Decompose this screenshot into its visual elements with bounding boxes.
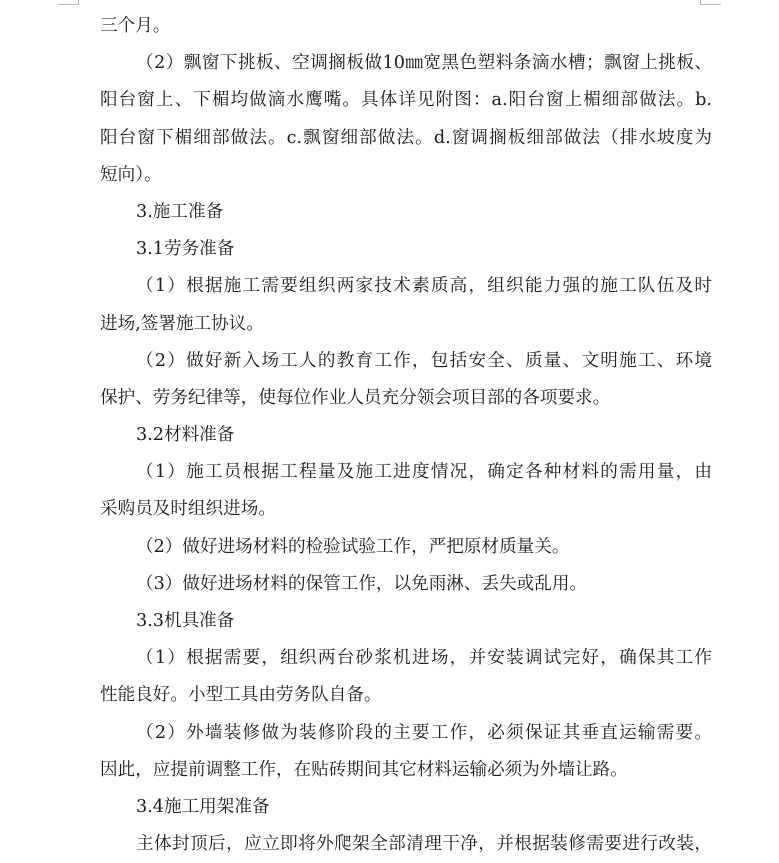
text-line-2: （2）飘窗下挑板、空调搁板做10㎜宽黑色塑料条滴水槽；飘窗上挑板、 bbox=[136, 53, 712, 74]
subsection-heading-3-1: 3.1劳务准备 bbox=[136, 239, 235, 260]
text-line-1: 三个月。 bbox=[100, 16, 171, 36]
subsection-heading-3-2: 3.2材料准备 bbox=[136, 425, 235, 446]
subsection-heading-3-3: 3.3机具准备 bbox=[136, 611, 235, 631]
document-body bbox=[100, 8, 712, 863]
text-line-9: 进场,签署施工协议。 bbox=[100, 313, 264, 334]
section-heading-3: 3.施工准备 bbox=[136, 201, 224, 222]
page-corner-mark-left bbox=[58, 0, 79, 5]
text-line-8: （1）根据施工需要组织两家技术素质高，组织能力强的施工队伍及时 bbox=[136, 276, 712, 297]
text-line-11: 保护、劳务纪律等，使每位作业人员充分领会项目部的各项要求。 bbox=[100, 387, 611, 408]
text-line-15: （2）做好进场材料的检验试验工作，严把原材质量关。 bbox=[136, 536, 570, 557]
text-line-20: （2）外墙装修做为装修阶段的主要工作，必须保证其垂直运输需要。 bbox=[136, 722, 712, 743]
subsection-heading-3-4: 3.4施工用架准备 bbox=[136, 796, 270, 817]
text-line-5: 短向）。 bbox=[100, 164, 162, 185]
text-line-4: 阳台窗下楣细部做法。c.飘窗细部做法。d.窗调搁板细部做法（排水坡度为 bbox=[100, 127, 712, 148]
text-line-23: 主体封顶后，应立即将外爬架全部清理干净，并根据装修需要进行改装， bbox=[136, 834, 712, 855]
text-line-21: 因此，应提前调整工作，在贴砖期间其它材料运输必须为外墙让路。 bbox=[100, 759, 628, 780]
text-line-19: 性能良好。小型工具由劳务队自备。 bbox=[100, 685, 382, 706]
text-line-14: 采购员及时组织进场。 bbox=[100, 499, 276, 520]
text-line-3: 阳台窗上、下楣均做滴水鹰嘴。具体详见附图：a.阳台窗上楣细部做法。b. bbox=[100, 90, 712, 111]
text-line-18: （1）根据需要，组织两台砂浆机进场，并安装调试完好，确保其工作 bbox=[136, 648, 712, 669]
text-line-10: （2）做好新入场工人的教育工作，包括安全、质量、文明施工、环境 bbox=[136, 350, 712, 371]
page-corner-mark-right bbox=[700, 0, 721, 5]
text-line-16: （3）做好进场材料的保管工作，以免雨淋、丢失或乱用。 bbox=[136, 573, 588, 594]
text-line-13: （1）施工员根据工程量及施工进度情况，确定各种材料的需用量，由 bbox=[136, 462, 712, 483]
